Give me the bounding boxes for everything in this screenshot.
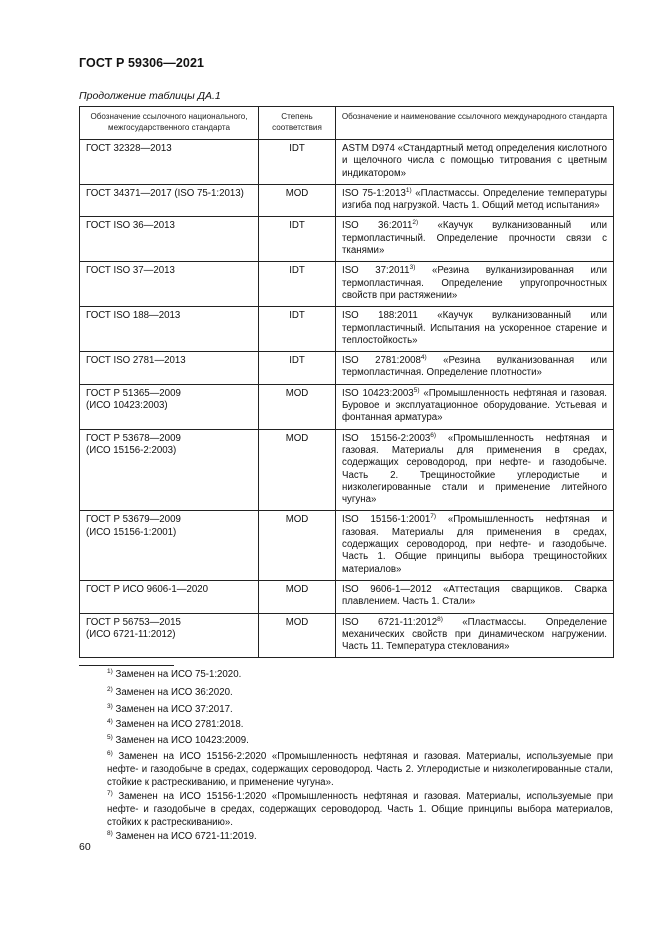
footnote-text: Заменен на ИСО 36:2020.	[115, 687, 233, 698]
footnote-text: Заменен на ИСО 75-1:2020.	[115, 669, 242, 680]
international-standard-title: «Промышленность нефтяная и газовая. Буровое и эксплуатационное оборудование. Устьевая и фонтанная арматура»	[342, 387, 608, 424]
footnote-text: Заменен на ИСО 15156-1:2020 «Промышленность нефтяная и газовая. Материалы, используемые при нефте- и газодобыче в средах, содержащих сероводород. Часть 1. Общие принципы выбора материалов, стойких к растрескиванию».	[107, 791, 613, 828]
international-standard-code: ISO 10423:2003	[342, 387, 414, 399]
footnote-mark: 1)	[107, 668, 113, 675]
international-standard-code: ISO 188:2011	[342, 310, 418, 322]
standard-header: ГОСТ Р 59306—2021	[79, 56, 205, 70]
footnote	[79, 719, 613, 732]
degree-cell: IDT	[259, 352, 336, 385]
international-standard-cell	[336, 140, 614, 185]
international-standard-code: ISO 9606-1—2012	[342, 583, 432, 595]
degree-cell: IDT	[259, 140, 336, 185]
degree-cell: MOD	[259, 580, 336, 613]
national-standard-cell: ГОСТ Р ИСО 9606-1—2020	[80, 580, 259, 613]
footnote-mark: 8)	[107, 830, 113, 837]
degree-cell: MOD	[259, 184, 336, 217]
footnote	[79, 791, 613, 829]
footnote-text: Заменен на ИСО 15156-2:2020 «Промышленность нефтяная и газовая. Материалы, используемые при нефте- и газодобыче в средах, содержащих сероводород. Часть 2. Углеродистые и низколегированные стали, стойкие к растрескиванию, и применение чугуна».	[107, 751, 613, 788]
international-standard-cell	[336, 429, 614, 511]
degree-cell: MOD	[259, 429, 336, 511]
table-row	[80, 384, 614, 429]
table-row	[80, 511, 614, 580]
international-standard-code: ISO 36:2011	[342, 220, 413, 232]
international-standard-title: «Резина вулканизированная или термопластичная. Определение упругопрочностных свойств при растяжении»	[342, 265, 607, 301]
table-row	[80, 217, 614, 262]
footnote-reference: 3)	[409, 264, 416, 272]
footnote	[79, 704, 613, 717]
international-standard-code: ISO 2781:2008	[342, 355, 421, 367]
international-standard-cell	[336, 384, 614, 429]
footnote-text: Заменен на ИСО 37:2017.	[115, 704, 233, 715]
footnote-mark: 2)	[107, 686, 113, 693]
international-standard-code: ASTM D974	[342, 143, 395, 154]
correspondence-table	[79, 106, 614, 658]
international-standard-cell	[336, 217, 614, 262]
international-standard-code: ISO 15156-1:2001	[342, 514, 431, 526]
footnote-separator	[79, 665, 174, 666]
national-standard-cell: ГОСТ Р 53678—2009 (ИСО 15156-2:2003)	[80, 429, 259, 511]
international-standard-title: «Резина вулканизованная или термопластичная. Определение плотности»	[342, 355, 607, 379]
footnote	[79, 735, 613, 748]
international-standard-cell	[336, 262, 614, 307]
footnote-text: Заменен на ИСО 10423:2009.	[115, 735, 249, 746]
degree-cell: IDT	[259, 307, 336, 352]
international-standard-title: «Пластмассы. Определение механических свойств при динамическом нагружении. Часть 11. Температура стеклования»	[342, 616, 607, 653]
column-header-international: Обозначение и наименование ссылочного международного стандарта	[336, 107, 614, 140]
table-row	[80, 613, 614, 658]
degree-cell: MOD	[259, 613, 336, 658]
footnote-reference: 5)	[413, 386, 420, 394]
table-header-row	[80, 107, 614, 140]
international-standard-cell	[336, 580, 614, 613]
national-standard-cell: ГОСТ 34371—2017 (ISO 75-1:2013)	[80, 184, 259, 217]
footnote	[79, 669, 613, 682]
column-header-degree: Степень соответствия	[259, 107, 336, 140]
national-standard-cell: ГОСТ ISO 188—2013	[80, 307, 259, 352]
international-standard-title: «Промышленность нефтяная и газовая. Материалы для применения в средах, содержащих сероводород, при нефте- и газодобыче. Часть 1. Общие принципы выбора трещиностойких материалов»	[342, 514, 607, 575]
table-row	[80, 580, 614, 613]
footnote-reference: 8)	[437, 615, 443, 623]
footnote	[79, 831, 613, 844]
international-standard-title: «Стандартный метод определения кислотного и щелочного числа с помощью титрования с цветным индикатором»	[342, 143, 607, 179]
footnote-reference: 7)	[430, 513, 437, 521]
footnote-mark: 5)	[107, 734, 113, 741]
international-standard-title: «Каучук вулканизованный или термопластичный. Определение прочности связи с тканями»	[342, 220, 607, 257]
footnote-reference: 6)	[430, 431, 437, 439]
national-standard-cell: ГОСТ Р 51365—2009 (ИСО 10423:2003)	[80, 384, 259, 429]
degree-cell: MOD	[259, 511, 336, 580]
international-standard-title: «Промышленность нефтяная и газовая. Материалы для применения в средах, содержащих сероводород, при нефте- и газодобыче. Часть 2. Трещиностойкие углеродистые и низколегированные стали и применение литейного чугуна»	[342, 432, 607, 506]
footnote-reference: 4)	[420, 354, 427, 362]
footnote-reference: 2)	[412, 219, 419, 227]
degree-cell: MOD	[259, 384, 336, 429]
international-standard-code: ISO 75-1:2013	[342, 187, 406, 199]
international-standard-cell	[336, 307, 614, 352]
footnote	[79, 687, 613, 700]
table-row	[80, 140, 614, 185]
footnote-text: Заменен на ИСО 2781:2018.	[115, 719, 244, 730]
national-standard-cell: ГОСТ 32328—2013	[80, 140, 259, 185]
national-standard-cell: ГОСТ ISO 36—2013	[80, 217, 259, 262]
national-standard-cell: ГОСТ Р 56753—2015 (ИСО 6721-11:2012)	[80, 613, 259, 658]
footnote-mark: 3)	[107, 703, 113, 710]
international-standard-cell	[336, 613, 614, 658]
table-row	[80, 352, 614, 385]
national-standard-cell: ГОСТ ISO 2781—2013	[80, 352, 259, 385]
international-standard-cell	[336, 184, 614, 217]
international-standard-cell	[336, 511, 614, 580]
national-standard-cell: ГОСТ ISO 37—2013	[80, 262, 259, 307]
column-header-national: Обозначение ссылочного национального, межгосударственного стандарта	[80, 107, 259, 140]
table-row	[80, 429, 614, 511]
footnote	[79, 751, 613, 789]
international-standard-code: ISO 15156-2:2003	[342, 432, 431, 444]
international-standard-title: «Пластмассы. Определение температуры изгиба под нагрузкой. Часть 1. Общий метод испытания»	[342, 187, 607, 212]
degree-cell: IDT	[259, 217, 336, 262]
table-row	[80, 307, 614, 352]
table-row	[80, 184, 614, 217]
table-row	[80, 262, 614, 307]
international-standard-title: «Каучук вулканизованный или термопластичный. Испытания на ускоренное старение и теплостойкость»	[342, 310, 607, 346]
international-standard-cell	[336, 352, 614, 385]
footnote-mark: 6)	[107, 750, 113, 757]
footnote-reference: 1)	[405, 186, 412, 194]
international-standard-code: ISO 6721-11:2012	[342, 616, 438, 628]
international-standard-title: «Аттестация сварщиков. Сварка плавлением. Часть 1. Стали»	[342, 583, 607, 608]
page-number: 60	[79, 841, 91, 853]
degree-cell: IDT	[259, 262, 336, 307]
footnote-mark: 4)	[107, 718, 113, 725]
international-standard-code: ISO 37:2011	[342, 265, 410, 277]
table-caption: Продолжение таблицы ДА.1	[79, 90, 221, 102]
footnote-mark: 7)	[107, 790, 113, 797]
footnote-text: Заменен на ИСО 6721-11:2019.	[115, 831, 257, 842]
national-standard-cell: ГОСТ Р 53679—2009 (ИСО 15156-1:2001)	[80, 511, 259, 580]
